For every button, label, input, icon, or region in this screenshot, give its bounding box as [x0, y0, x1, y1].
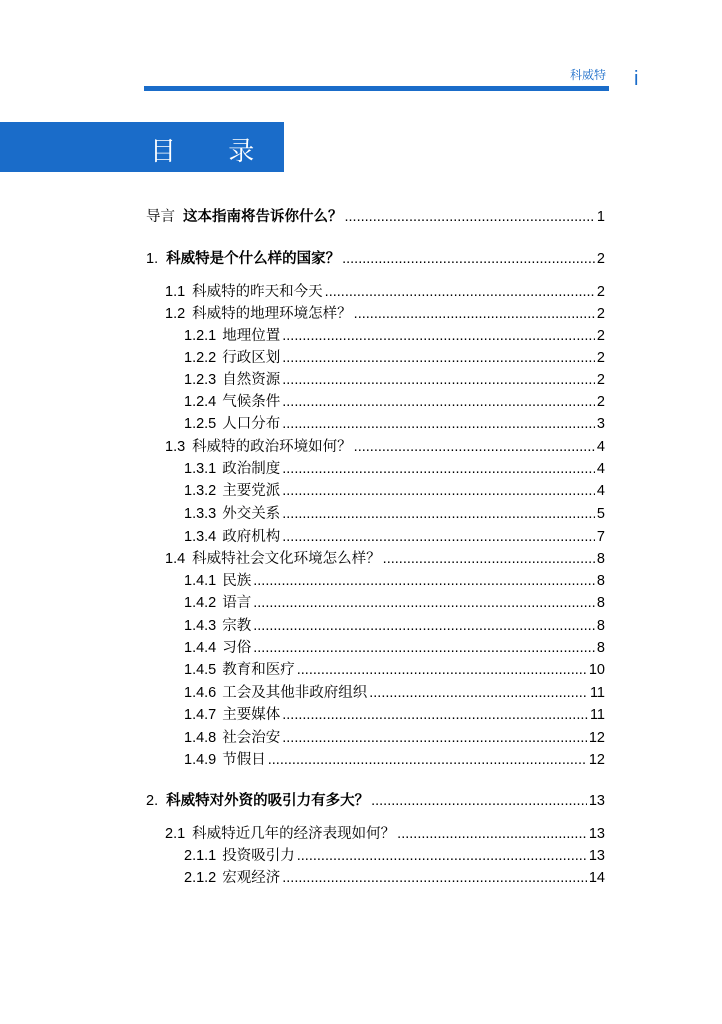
toc-entry[interactable]: [184, 616, 605, 636]
toc-entry-number: 1.4.6: [184, 685, 217, 701]
toc-entry-number: 1.3.4: [184, 529, 217, 545]
toc-entry-number: 1.2.4: [184, 394, 217, 410]
toc-entry-number: 1.2.5: [184, 416, 217, 432]
dot-leader: [354, 437, 595, 457]
toc-entry-page: 13: [588, 826, 605, 842]
toc-entry-number: 1.4.7: [184, 707, 217, 723]
toc-entry-number: 2.1: [165, 826, 186, 842]
toc-entry-title: 民族: [222, 573, 252, 589]
toc-entry[interactable]: [165, 824, 605, 844]
toc-entry-page: 5: [596, 506, 605, 522]
toc-entry-title: 科威特是个什么样的国家？: [166, 251, 341, 267]
toc-entry-number: 1.1: [165, 284, 186, 300]
toc-entry-page: 11: [589, 707, 605, 723]
toc-entry-page: 14: [588, 870, 605, 886]
toc-entry-number: 1.3.1: [184, 461, 217, 477]
toc-entry-page: 2: [596, 372, 605, 388]
dot-leader: [342, 249, 595, 269]
toc-entry-page: 4: [596, 483, 605, 499]
toc-entry-number: 导言: [146, 209, 175, 225]
toc-entry-page: 2: [596, 350, 605, 366]
toc-entry-title: 人口分布: [222, 416, 281, 432]
toc-entry-title: 外交关系: [222, 506, 281, 522]
toc-entry-number: 1.3: [165, 439, 186, 455]
dot-leader: [282, 348, 595, 368]
dot-leader: [282, 481, 595, 501]
toc-entry-title: 政治制度: [222, 461, 281, 477]
toc-entry-title: 这本指南将告诉你什么？: [183, 209, 343, 225]
toc-entry-number: 1.4.3: [184, 618, 217, 634]
toc-entry-number: 1.4.4: [184, 640, 217, 656]
toc-entry-page: 12: [588, 730, 605, 746]
toc-entry[interactable]: [184, 638, 605, 658]
toc-entry-page: 8: [596, 618, 605, 634]
toc-entry-title: 主要党派: [222, 483, 281, 499]
toc-entry-page: 8: [596, 640, 605, 656]
toc-entry-number: 1.3.2: [184, 483, 217, 499]
toc-entry-title: 宏观经济: [222, 870, 281, 886]
toc-entry-number: 1.3.3: [184, 506, 217, 522]
toc-entry-page: 8: [596, 551, 605, 567]
toc-entry-page: 2: [596, 306, 605, 322]
toc-entry-number: 1.2.2: [184, 350, 217, 366]
toc-entry-page: 2: [596, 328, 605, 344]
toc-entry-title: 社会治安: [222, 730, 281, 746]
dot-leader: [282, 392, 595, 412]
toc-entry-title: 地理位置: [222, 328, 281, 344]
toc-entry-page: 4: [596, 439, 605, 455]
dot-leader: [282, 868, 587, 888]
dot-leader: [397, 824, 587, 844]
toc-entry[interactable]: [184, 705, 605, 725]
toc-entry[interactable]: [165, 304, 605, 324]
toc-entry-title: 科威特的昨天和今天: [192, 284, 323, 300]
toc-entry-page: 7: [596, 529, 605, 545]
toc-entry-page: 2: [596, 251, 605, 267]
toc-entry-number: 1.4: [165, 551, 186, 567]
toc-entry[interactable]: [184, 846, 605, 866]
toc-entry-number: 2.1.2: [184, 870, 217, 886]
dot-leader: [282, 459, 595, 479]
toc-entry-number: 1.4.8: [184, 730, 217, 746]
dot-leader: [253, 593, 595, 613]
toc-entry-title: 科威特对外资的吸引力有多大？: [166, 793, 370, 809]
toc-entry-page: 8: [596, 573, 605, 589]
toc-entry-title: 科威特社会文化环境怎么样？: [192, 551, 381, 567]
toc-entry-title: 科威特近几年的经济表现如何？: [192, 826, 396, 842]
toc-entry[interactable]: [184, 527, 605, 547]
toc-entry[interactable]: [165, 282, 605, 302]
toc-entry-page: 10: [588, 662, 605, 678]
dot-leader: [325, 282, 595, 302]
toc-entry-page: 8: [596, 595, 605, 611]
dot-leader: [282, 370, 595, 390]
page-title: 目 录: [150, 137, 277, 167]
toc-entry-number: 1.4.2: [184, 595, 217, 611]
toc-entry[interactable]: [184, 392, 605, 412]
toc-entry[interactable]: [184, 660, 605, 680]
toc-entry[interactable]: [184, 868, 605, 888]
toc-entry-number: 1.2: [165, 306, 186, 322]
dot-leader: [354, 304, 595, 324]
toc-entry-number: 1.2.3: [184, 372, 217, 388]
dot-leader: [383, 549, 595, 569]
running-title: 科威特: [569, 68, 606, 82]
dot-leader: [282, 705, 588, 725]
toc-entry-title: 投资吸引力: [222, 848, 295, 864]
toc-entry-number: 1.4.9: [184, 752, 217, 768]
toc-entry-title: 教育和医疗: [222, 662, 295, 678]
toc-entry-page: 13: [588, 793, 605, 809]
toc-entry[interactable]: [184, 326, 605, 346]
dot-leader: [253, 638, 595, 658]
dot-leader: [268, 750, 587, 770]
dot-leader: [253, 616, 595, 636]
toc-entry-page: 4: [596, 461, 605, 477]
toc-entry[interactable]: [184, 571, 605, 591]
dot-leader: [345, 207, 595, 227]
toc-entry-title: 节假日: [222, 752, 266, 768]
toc-entry-number: 2.1.1: [184, 848, 217, 864]
toc-entry[interactable]: [146, 249, 605, 269]
toc-entry-title: 自然资源: [222, 372, 281, 388]
toc-entry[interactable]: [184, 481, 605, 501]
toc-entry[interactable]: [146, 791, 605, 811]
toc-entry-title: 科威特的地理环境怎样？: [192, 306, 352, 322]
dot-leader: [297, 846, 587, 866]
toc-entry-title: 主要媒体: [222, 707, 281, 723]
toc-entry-page: 3: [596, 416, 605, 432]
toc-entry[interactable]: [184, 504, 605, 524]
toc-entry-number: 2.: [146, 793, 159, 809]
toc-entry-title: 科威特的政治环境如何？: [192, 439, 352, 455]
toc-entry[interactable]: [184, 728, 605, 748]
toc-entry-page: 11: [589, 685, 605, 701]
toc-entry-title: 气候条件: [222, 394, 281, 410]
dot-leader: [282, 728, 587, 748]
toc-entry-number: 1.: [146, 251, 159, 267]
toc-entry[interactable]: [146, 207, 605, 227]
toc-entry[interactable]: [184, 750, 605, 770]
toc-entry[interactable]: [184, 414, 605, 434]
dot-leader: [282, 504, 595, 524]
toc-entry[interactable]: [165, 549, 605, 569]
toc-entry[interactable]: [184, 459, 605, 479]
toc-entry-page: 2: [596, 394, 605, 410]
dot-leader: [253, 571, 595, 591]
toc-entry[interactable]: [184, 593, 605, 613]
toc-entry[interactable]: [184, 683, 605, 703]
toc-entry-title: 行政区划: [222, 350, 281, 366]
toc-entry-page: 2: [596, 284, 605, 300]
toc-entry-title: 工会及其他非政府组织: [222, 685, 368, 701]
toc-entry-title: 政府机构: [222, 529, 281, 545]
dot-leader: [369, 683, 588, 703]
dot-leader: [282, 414, 595, 434]
dot-leader: [282, 326, 595, 346]
dot-leader: [282, 527, 595, 547]
toc-entry-page: 13: [588, 848, 605, 864]
toc-entry-title: 习俗: [222, 640, 252, 656]
toc-entry-number: 1.4.1: [184, 573, 217, 589]
toc-entry-title: 宗教: [222, 618, 252, 634]
toc-entry[interactable]: [184, 370, 605, 390]
toc-entry-page: 12: [588, 752, 605, 768]
page-number: i: [634, 68, 639, 90]
toc-entry-title: 语言: [222, 595, 252, 611]
dot-leader: [297, 660, 587, 680]
toc-entry[interactable]: [184, 348, 605, 368]
toc-entry-page: 1: [596, 209, 605, 225]
dot-leader: [371, 791, 587, 811]
toc-entry-number: 1.2.1: [184, 328, 217, 344]
toc-entry-number: 1.4.5: [184, 662, 217, 678]
toc-entry[interactable]: [165, 437, 605, 457]
